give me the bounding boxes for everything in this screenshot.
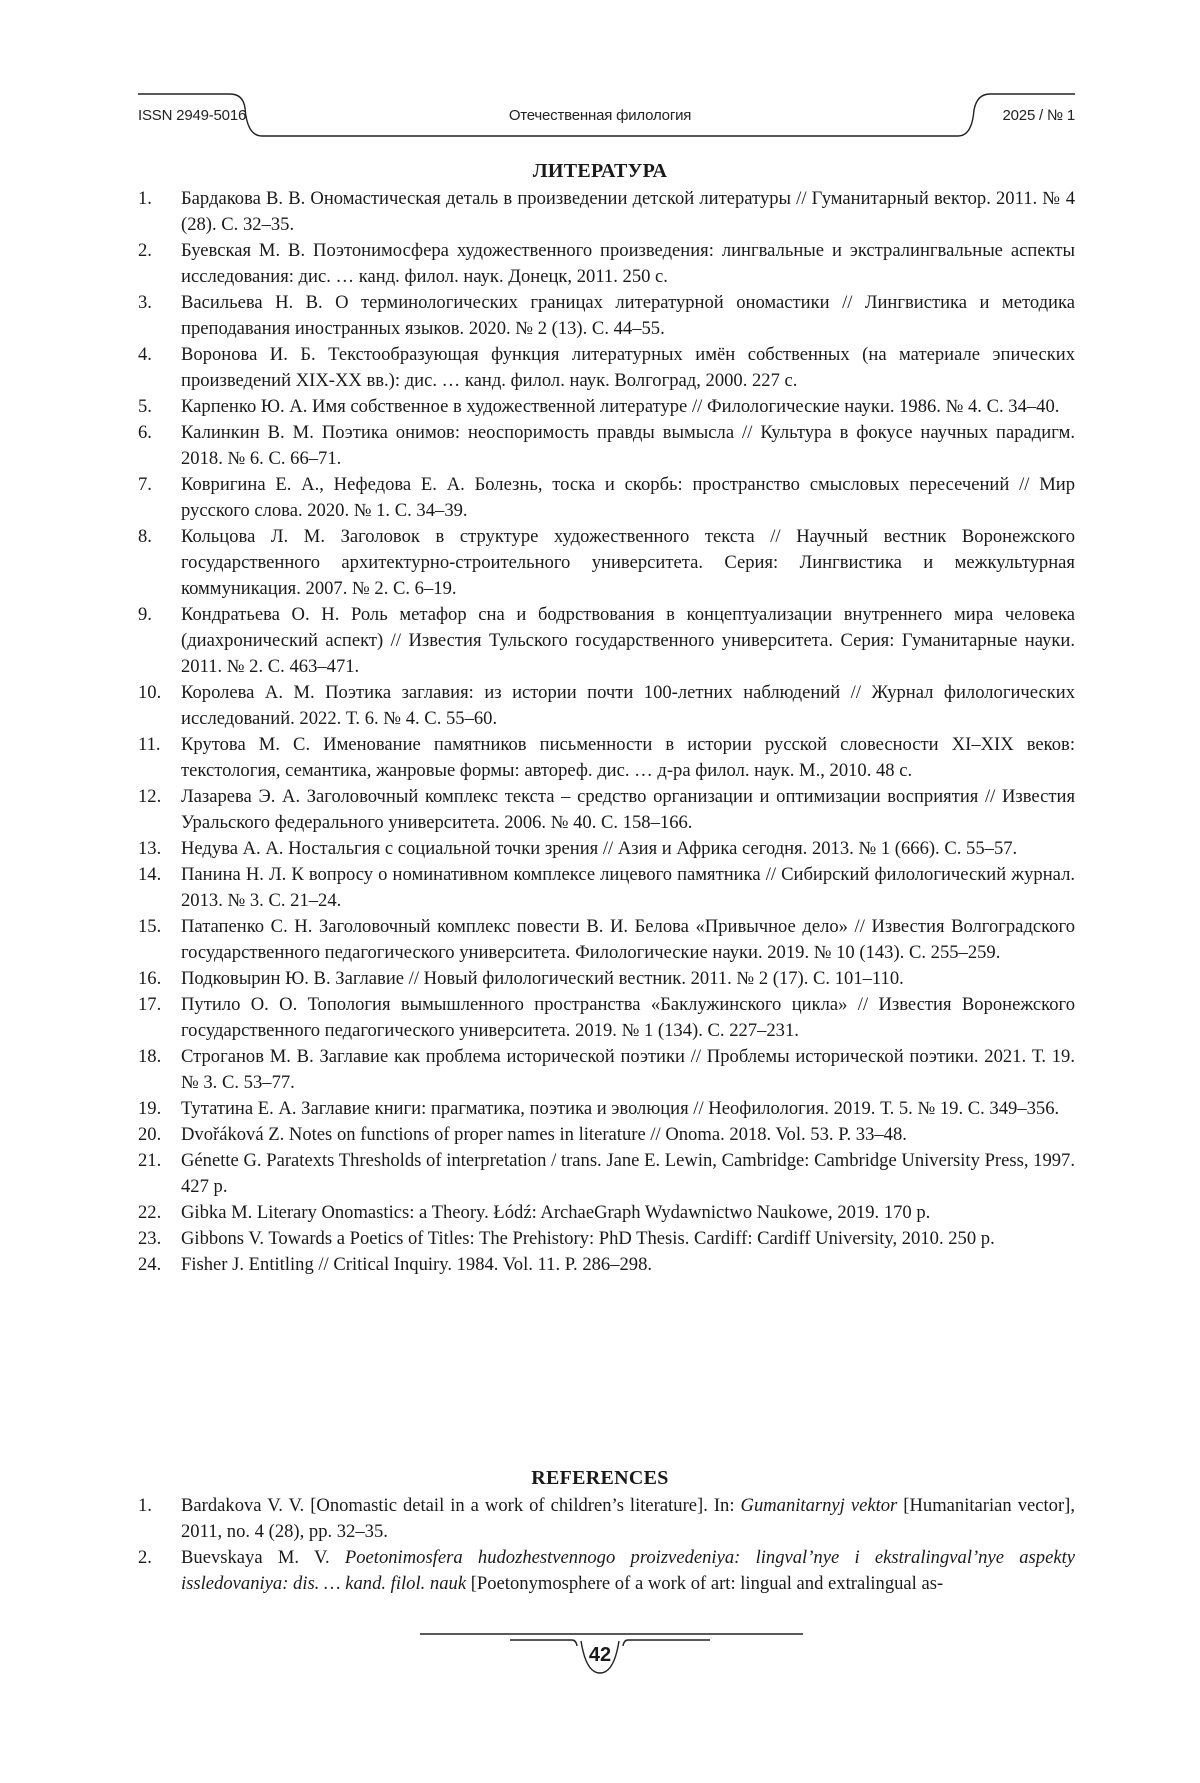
references-heading: REFERENCES: [531, 1467, 669, 1489]
reference-item: [138, 420, 1075, 472]
reference-text: Ковригина Е. А., Нефедова Е. А. Болезнь, тоска и скорбь: пространство смысловых пересечений // Мир русского слова. 2020. № 1. С. 34–39.: [181, 474, 1075, 521]
reference-number: 7.: [138, 474, 152, 495]
reference-text: Génette G. Paratexts Thresholds of interpretation / trans. Jane E. Lewin, Cambridge: Cambridge University Press, 1997. 427 p.: [181, 1150, 1075, 1197]
reference-item: [138, 914, 1075, 966]
reference-text: Тутатина Е. А. Заглавие книги: прагматика, поэтика и эволюция // Неофилология. 2019. Т. 5. № 19. С. 349–356.: [181, 1098, 1060, 1119]
reference-number: 2.: [138, 240, 152, 261]
reference-item: [138, 238, 1075, 290]
reference-text: Кольцова Л. М. Заголовок в структуре художественного текста // Научный вестник Воронежского государственного архитектурно-строительного университета. Серия: Лингвистика и межкультурная коммуникация. 2007. № 2. С. 6–19.: [181, 526, 1075, 599]
reference-item: [138, 1226, 1075, 1252]
reference-number: 22.: [138, 1202, 162, 1223]
reference-text-part: Bardakova V. V. [Onomastic detail in a work of children’s literature]. In:: [181, 1495, 741, 1516]
reference-text: Fisher J. Entitling // Critical Inquiry. 1984. Vol. 11. P. 286–298.: [181, 1254, 653, 1275]
reference-text: Gibka M. Literary Onomastics: a Theory. Łódź: ArchaeGraph Wydawnictwo Naukowe, 2019. 170 p.: [181, 1202, 931, 1223]
literature-heading: ЛИТЕРАТУРА: [532, 160, 668, 182]
reference-text: Dvořáková Z. Notes on functions of proper names in literature // Onoma. 2018. Vol. 53. P. 33–48.: [181, 1124, 907, 1145]
journal-title: Отечественная филология: [508, 107, 692, 124]
reference-number: 3.: [138, 292, 152, 313]
reference-number: 4.: [138, 344, 152, 365]
reference-number: 18.: [138, 1046, 162, 1067]
reference-number: 11.: [138, 734, 161, 755]
reference-item: [138, 186, 1075, 238]
reference-text: Васильева Н. В. О терминологических границах литературной ономастики // Лингвистика и методика преподавания иностранных языков. 2020. № 2 (13). С. 44–55.: [181, 292, 1075, 339]
reference-italic-title: Poetonimosfera hudozhestvennogo proizvedeniya: lingval’nye i ekstralingval’nye aspekty issledovaniya: dis. … kand. filol. nauk: [181, 1547, 1075, 1594]
literature-list: [138, 186, 1075, 1278]
reference-number: 15.: [138, 916, 162, 937]
reference-number: 6.: [138, 422, 152, 443]
reference-number: 24.: [138, 1254, 162, 1275]
reference-text: Панина Н. Л. К вопросу о номинативном комплексе лицевого памятника // Сибирский филологический журнал. 2013. № 3. С. 21–24.: [181, 864, 1075, 911]
reference-item: [138, 862, 1075, 914]
reference-number: 9.: [138, 604, 152, 625]
reference-number: 21.: [138, 1150, 162, 1171]
reference-item: [138, 680, 1075, 732]
reference-text: Королева А. М. Поэтика заглавия: из истории почти 100-летних наблюдений // Журнал филологических исследований. 2022. Т. 6. № 4. С. 55–60.: [181, 682, 1075, 729]
reference-number: 17.: [138, 994, 162, 1015]
reference-text: Лазарева Э. А. Заголовочный комплекс текста – средство организации и оптимизации восприятия // Известия Уральского федерального университета. 2006. № 40. С. 158–166.: [181, 786, 1075, 833]
reference-item: [138, 1200, 1075, 1226]
reference-number: 12.: [138, 786, 162, 807]
reference-number: 23.: [138, 1228, 162, 1249]
reference-item: [138, 472, 1075, 524]
reference-number: 8.: [138, 526, 152, 547]
reference-text: Подковырин Ю. В. Заглавие // Новый филологический вестник. 2011. № 2 (17). С. 101–110.: [181, 968, 904, 989]
reference-item: [138, 1252, 1075, 1278]
reference-text: Карпенко Ю. А. Имя собственное в художественной литературе // Филологические науки. 1986. № 4. С. 34–40.: [181, 396, 1060, 417]
reference-number: 2.: [138, 1547, 152, 1568]
reference-item: [138, 524, 1075, 602]
reference-item: [138, 602, 1075, 680]
page-number: 42: [588, 1644, 612, 1666]
reference-text: [181, 1495, 1075, 1542]
reference-text: Крутова М. С. Именование памятников письменности в истории русской словесности XI–XIX веков: текстология, семантика, жанровые формы: автореф. дис. … д-ра филол. наук. М., 2010. 48 с.: [181, 734, 1075, 781]
reference-number: 14.: [138, 864, 162, 885]
reference-text: [181, 1547, 1075, 1594]
reference-number: 10.: [138, 682, 162, 703]
reference-item: [138, 290, 1075, 342]
reference-number: 20.: [138, 1124, 162, 1145]
reference-number: 13.: [138, 838, 162, 859]
reference-item: [138, 1122, 1075, 1148]
reference-item: [138, 966, 1075, 992]
reference-item: [138, 1493, 1075, 1545]
reference-text: Gibbons V. Towards a Poetics of Titles: The Prehistory: PhD Thesis. Cardiff: Cardiff University, 2010. 250 p.: [181, 1228, 995, 1249]
reference-item: [138, 836, 1075, 862]
reference-italic-title: Gumanitarnyj vektor: [740, 1495, 898, 1516]
reference-number: 5.: [138, 396, 152, 417]
reference-number: 19.: [138, 1098, 162, 1119]
references-list: [138, 1493, 1075, 1597]
issue-label: 2025 / № 1: [1002, 107, 1075, 124]
reference-item: [138, 1096, 1075, 1122]
reference-item: [138, 342, 1075, 394]
reference-text-part: [Poetonymosphere of a work of art: lingual and extralingual as-: [466, 1573, 944, 1594]
reference-number: 16.: [138, 968, 162, 989]
issn-label: ISSN 2949-5016: [138, 107, 247, 124]
reference-text: Калинкин В. М. Поэтика онимов: неоспоримость правды вымысла // Культура в фокусе научных парадигм. 2018. № 6. С. 66–71.: [181, 422, 1075, 469]
reference-item: [138, 784, 1075, 836]
reference-item: [138, 732, 1075, 784]
reference-text-part: [Humanitarian vector], 2011, no. 4 (28), pp. 32–35.: [181, 1495, 1075, 1542]
reference-text: Строганов М. В. Заглавие как проблема исторической поэтики // Проблемы исторической поэтики. 2021. Т. 19. № 3. С. 53–77.: [181, 1046, 1075, 1093]
reference-item: [138, 394, 1075, 420]
reference-item: [138, 992, 1075, 1044]
reference-text: Недува А. А. Ностальгия с социальной точки зрения // Азия и Африка сегодня. 2013. № 1 (666). С. 55–57.: [181, 838, 1018, 859]
reference-text-part: Buevskaya M. V.: [181, 1547, 345, 1568]
reference-text: Патапенко С. Н. Заголовочный комплекс повести В. И. Белова «Привычное дело» // Известия Волгоградского государственного педагогического университета. Филологические науки. 2019. № 10 (143). С. 255–259.: [181, 916, 1075, 963]
reference-text: Бардакова В. В. Ономастическая деталь в произведении детской литературы // Гуманитарный вектор. 2011. № 4 (28). С. 32–35.: [181, 188, 1075, 235]
reference-text: Буевская М. В. Поэтонимосфера художественного произведения: лингвальные и экстралингвальные аспекты исследования: дис. … канд. филол. наук. Донецк, 2011. 250 с.: [181, 240, 1075, 287]
reference-text: Воронова И. Б. Текстообразующая функция литературных имён собственных (на материале эпических произведений XIX-XX вв.): дис. … канд. филол. наук. Волгоград, 2000. 227 с.: [181, 344, 1075, 391]
reference-number: 1.: [138, 188, 152, 209]
reference-text: Кондратьева О. Н. Роль метафор сна и бодрствования в концептуализации внутреннего мира человека (диахронический аспект) // Известия Тульского государственного университета. Серия: Гуманитарные науки. 2011. № 2. С. 463–471.: [181, 604, 1075, 677]
reference-item: [138, 1044, 1075, 1096]
reference-text: Путило О. О. Топология вымышленного пространства «Баклужинского цикла» // Известия Воронежского государственного педагогического университета. 2019. № 1 (134). С. 227–231.: [181, 994, 1075, 1041]
reference-item: [138, 1545, 1075, 1597]
reference-number: 1.: [138, 1495, 152, 1516]
reference-item: [138, 1148, 1075, 1200]
